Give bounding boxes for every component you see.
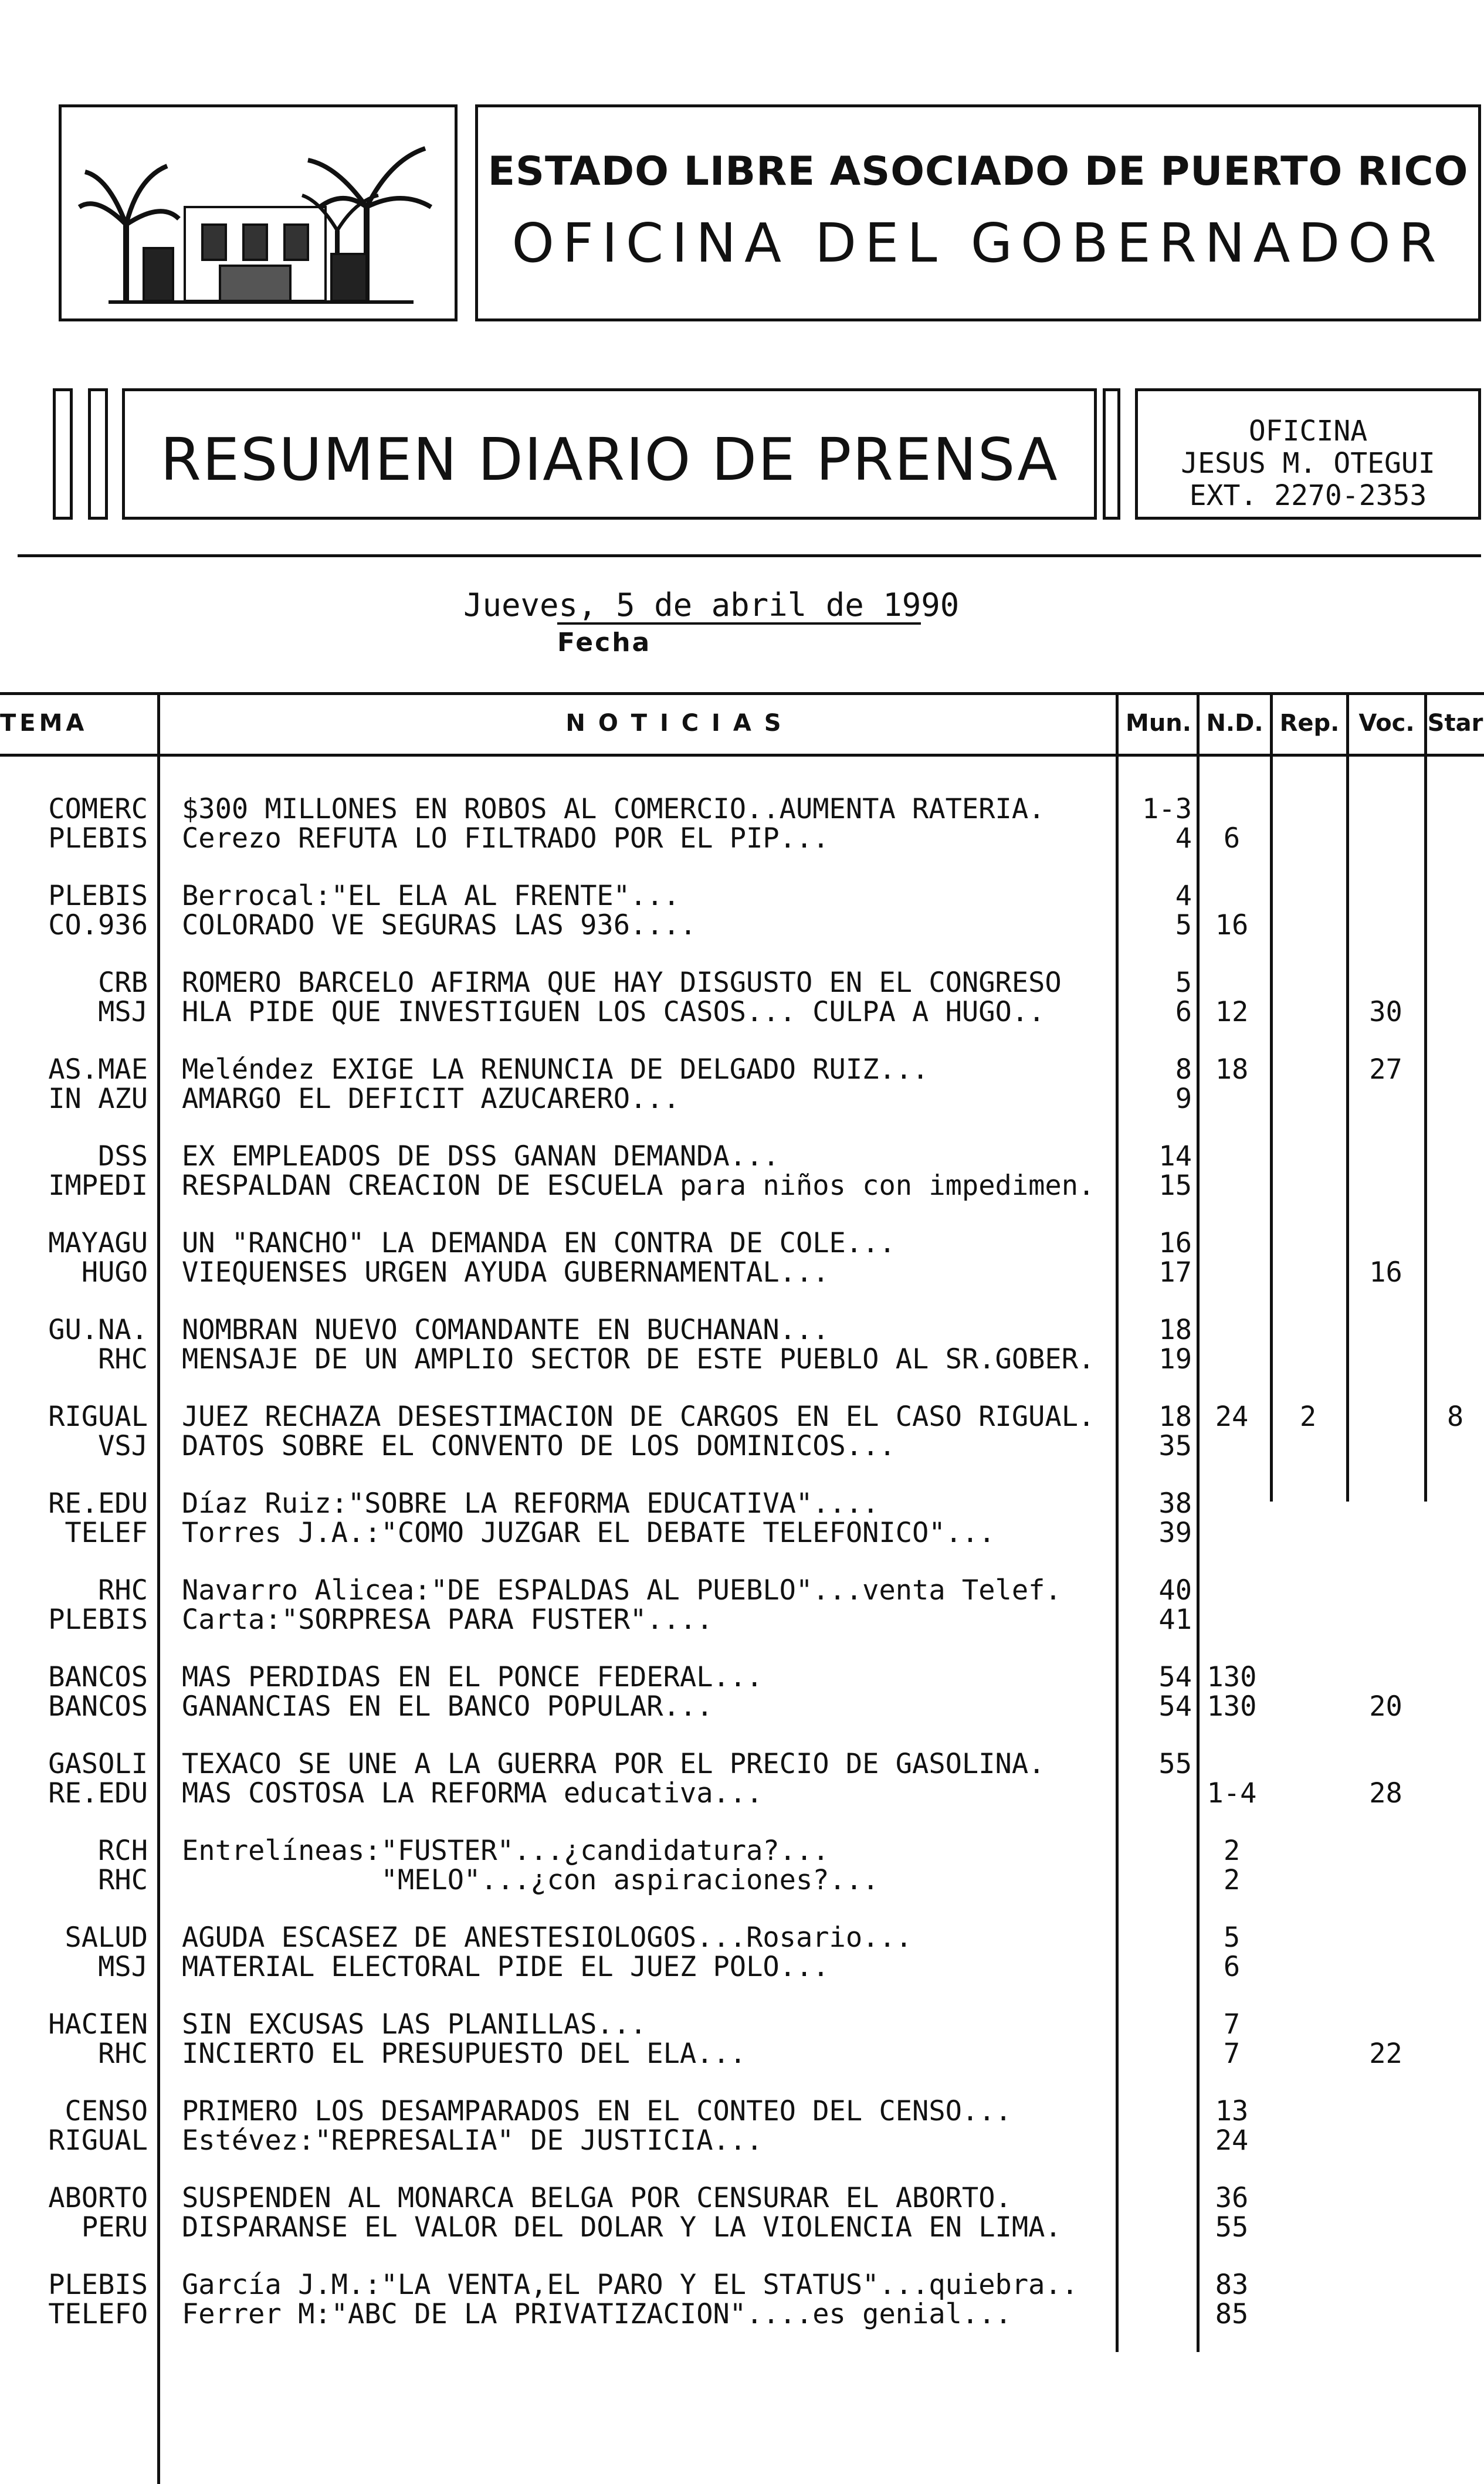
header-nd: N.D.	[1206, 710, 1263, 737]
table-cell-tema: MSJ	[98, 1951, 148, 1983]
date-underline	[557, 622, 921, 625]
table-cell-noticia: DISPARANSE EL VALOR DEL DOLAR Y LA VIOLENCIA EN LIMA.	[182, 2211, 1062, 2244]
table-cell-tema: PLEBIS	[48, 1604, 148, 1636]
table-cell-star	[1427, 1748, 1484, 1781]
table-header-border	[0, 754, 1484, 757]
table-cell-mun	[1114, 1922, 1192, 1954]
table-cell-nd: 6	[1223, 1951, 1241, 1983]
table-cell-noticia: COLORADO VE SEGURAS LAS 936....	[182, 909, 697, 941]
table-cell-voc	[1349, 2211, 1422, 2244]
table-cell-mun	[1114, 2182, 1192, 2215]
table-cell-rep	[1273, 1343, 1343, 1376]
table-cell-voc: 16	[1369, 1256, 1402, 1289]
table-cell-star	[1427, 1690, 1484, 1723]
table-cell-noticia: Carta:"SORPRESA PARA FUSTER"....	[182, 1604, 713, 1636]
table-cell-noticia: Navarro Alicea:"DE ESPALDAS AL PUEBLO"...venta Telef.	[182, 1574, 1062, 1607]
table-cell-voc	[1349, 793, 1422, 826]
table-cell-star	[1427, 2298, 1484, 2331]
table-cell-noticia: PRIMERO LOS DESAMPARADOS EN EL CONTEO DEL CENSO...	[182, 2095, 1012, 2127]
table-cell-noticia: AGUDA ESCASEZ DE ANESTESIOLOGOS...Rosario...	[182, 1922, 913, 1954]
table-cell-nd: 83	[1215, 2269, 1249, 2301]
table-cell-nd: 5	[1223, 1922, 1241, 1954]
table-cell-rep	[1273, 2095, 1343, 2128]
table-cell-star	[1427, 1777, 1484, 1810]
table-cell-mun: 9	[1175, 1083, 1192, 1115]
table-cell-tema: CO.936	[48, 909, 148, 941]
table-cell-noticia: HLA PIDE QUE INVESTIGUEN LOS CASOS... CULPA A HUGO..	[182, 996, 1045, 1028]
table-cell-mun: 15	[1158, 1170, 1192, 1202]
table-cell-star	[1427, 2182, 1484, 2215]
table-cell-voc	[1349, 1517, 1422, 1550]
table-cell-nd: 16	[1215, 909, 1249, 941]
table-cell-voc: 28	[1369, 1777, 1402, 1809]
table-cell-nd: 24	[1215, 1401, 1249, 1433]
table-cell-nd	[1200, 1140, 1264, 1173]
table-cell-voc	[1349, 1227, 1422, 1260]
table-cell-voc	[1349, 909, 1422, 942]
table-cell-star	[1427, 2038, 1484, 2070]
table-cell-noticia: MAS COSTOSA LA REFORMA educativa...	[182, 1777, 763, 1809]
header-mun: Mun.	[1126, 710, 1191, 737]
banner-title: RESUMEN DIARIO DE PRENSA	[160, 425, 1059, 494]
table-cell-star	[1427, 1951, 1484, 1984]
table-cell-mun: 14	[1158, 1140, 1192, 1172]
banner-bar-right	[1103, 388, 1120, 520]
table-cell-voc	[1349, 1140, 1422, 1173]
table-cell-noticia: Estévez:"REPRESALIA" DE JUSTICIA...	[182, 2124, 763, 2157]
table-cell-nd: 2	[1223, 1835, 1241, 1867]
banner-bar-left-outer	[53, 388, 73, 520]
table-cell-noticia: MENSAJE DE UN AMPLIO SECTOR DE ESTE PUEBLO AL SR.GOBER.	[182, 1343, 1095, 1375]
table-cell-tema: ABORTO	[48, 2182, 148, 2214]
table-cell-noticia: VIEQUENSES URGEN AYUDA GUBERNAMENTAL...	[182, 1256, 829, 1289]
table-cell-mun	[1114, 2269, 1192, 2302]
table-cell-tema: DSS	[98, 1140, 148, 1172]
table-cell-rep	[1273, 1140, 1343, 1173]
table-cell-tema: MSJ	[98, 996, 148, 1028]
table-cell-tema: PLEBIS	[48, 880, 148, 912]
header-rep: Rep.	[1279, 710, 1340, 737]
table-cell-tema: TELEFO	[48, 2298, 148, 2330]
table-cell-star	[1427, 880, 1484, 913]
table-cell-noticia: Ferrer M:"ABC DE LA PRIVATIZACION"....es genial...	[182, 2298, 1012, 2330]
table-cell-nd	[1200, 1256, 1264, 1289]
table-cell-noticia: RESPALDAN CREACION DE ESCUELA para niños con impedimen.	[182, 1170, 1095, 1202]
table-cell-voc	[1349, 2008, 1422, 2041]
table-cell-rep	[1273, 1748, 1343, 1781]
date-prefix: Jueves	[463, 587, 578, 623]
table-cell-voc: 27	[1369, 1053, 1402, 1086]
table-cell-noticia: NOMBRAN NUEVO COMANDANTE EN BUCHANAN...	[182, 1314, 829, 1346]
table-cell-rep	[1273, 1574, 1343, 1607]
table-cell-voc	[1349, 1083, 1422, 1116]
table-cell-noticia: AMARGO EL DEFICIT AZUCARERO...	[182, 1083, 680, 1115]
table-cell-voc	[1349, 1922, 1422, 1954]
table-cell-voc: 20	[1369, 1690, 1402, 1723]
table-cell-mun: 38	[1158, 1487, 1192, 1520]
table-cell-voc	[1349, 880, 1422, 913]
table-cell-mun	[1114, 2211, 1192, 2244]
table-cell-noticia: INCIERTO EL PRESUPUESTO DEL ELA...	[182, 2038, 747, 2070]
table-cell-rep	[1273, 1053, 1343, 1086]
table-cell-voc	[1349, 1951, 1422, 1984]
table-cell-tema: IMPEDI	[48, 1170, 148, 1202]
table-cell-nd: 130	[1207, 1690, 1257, 1723]
table-cell-tema: RE.EDU	[48, 1487, 148, 1520]
table-cell-mun	[1114, 2124, 1192, 2157]
table-cell-mun: 18	[1158, 1401, 1192, 1433]
table-cell-rep	[1273, 1777, 1343, 1810]
table-cell-mun: 5	[1175, 909, 1192, 941]
table-cell-tema: SALUD	[65, 1922, 148, 1954]
table-cell-rep	[1273, 1951, 1343, 1984]
table-cell-nd	[1200, 1314, 1264, 1347]
table-cell-mun	[1114, 2095, 1192, 2128]
table-cell-tema: CRB	[98, 967, 148, 999]
table-cell-tema: PLEBIS	[48, 2269, 148, 2301]
table-cell-noticia: MATERIAL ELECTORAL PIDE EL JUEZ POLO...	[182, 1951, 829, 1983]
table-cell-mun: 6	[1175, 996, 1192, 1028]
table-cell-nd: 1-4	[1207, 1777, 1257, 1809]
table-cell-rep	[1273, 2182, 1343, 2215]
table-cell-rep	[1273, 1487, 1343, 1520]
table-cell-tema: PERU	[81, 2211, 148, 2244]
table-cell-star	[1427, 1083, 1484, 1116]
table-cell-nd: 7	[1223, 2008, 1241, 2041]
table-cell-nd: 18	[1215, 1053, 1249, 1086]
table-cell-rep	[1273, 1227, 1343, 1260]
table-cell-rep	[1273, 1864, 1343, 1897]
table-cell-voc	[1349, 2182, 1422, 2215]
table-cell-star	[1427, 909, 1484, 942]
table-cell-noticia: $300 MILLONES EN ROBOS AL COMERCIO..AUMENTA RATERIA.	[182, 793, 1045, 825]
table-cell-mun: 5	[1175, 967, 1192, 999]
table-cell-voc	[1349, 1487, 1422, 1520]
table-cell-noticia: ROMERO BARCELO AFIRMA QUE HAY DISGUSTO EN EL CONGRESO	[182, 967, 1062, 999]
table-cell-star	[1427, 1487, 1484, 1520]
table-cell-voc	[1349, 2298, 1422, 2331]
table-cell-noticia: MAS PERDIDAS EN EL PONCE FEDERAL...	[182, 1661, 763, 1693]
table-cell-mun: 19	[1158, 1343, 1192, 1375]
table-cell-mun: 35	[1158, 1430, 1192, 1462]
table-cell-star	[1427, 967, 1484, 999]
separator-line	[18, 554, 1481, 557]
table-cell-star	[1427, 1430, 1484, 1463]
table-cell-star	[1427, 2095, 1484, 2128]
table-cell-rep	[1273, 1604, 1343, 1636]
table-cell-tema: GASOLI	[48, 1748, 148, 1780]
table-cell-star	[1427, 1661, 1484, 1694]
table-cell-voc	[1349, 2269, 1422, 2302]
table-cell-rep	[1273, 967, 1343, 999]
table-cell-star	[1427, 1343, 1484, 1376]
table-cell-noticia: JUEZ RECHAZA DESESTIMACION DE CARGOS EN EL CASO RIGUAL.	[182, 1401, 1095, 1433]
table-cell-tema: BANCOS	[48, 1661, 148, 1693]
table-cell-tema: RIGUAL	[48, 1401, 148, 1433]
table-cell-nd: 2	[1223, 1864, 1241, 1896]
office-box	[1135, 388, 1481, 520]
table-cell-tema: RHC	[98, 1574, 148, 1607]
table-cell-noticia: GANANCIAS EN EL BANCO POPULAR...	[182, 1690, 713, 1723]
table-cell-nd	[1200, 1170, 1264, 1202]
table-cell-noticia: SIN EXCUSAS LAS PLANILLAS...	[182, 2008, 647, 2041]
table-cell-tema: HACIEN	[48, 2008, 148, 2041]
table-cell-tema: GU.NA.	[48, 1314, 148, 1346]
table-cell-tema: RE.EDU	[48, 1777, 148, 1809]
table-cell-star	[1427, 2008, 1484, 2041]
table-cell-star	[1427, 1574, 1484, 1607]
table-cell-mun: 17	[1158, 1256, 1192, 1289]
table-cell-voc: 30	[1369, 996, 1402, 1028]
table-cell-rep	[1273, 1690, 1343, 1723]
table-cell-noticia: TEXACO SE UNE A LA GUERRA POR EL PRECIO DE GASOLINA.	[182, 1748, 1045, 1780]
table-cell-star	[1427, 1864, 1484, 1897]
table-cell-tema: VSJ	[98, 1430, 148, 1462]
table-cell-noticia: Berrocal:"EL ELA AL FRENTE"...	[182, 880, 680, 912]
table-cell-star	[1427, 1604, 1484, 1636]
table-cell-noticia: Torres J.A.:"COMO JUZGAR EL DEBATE TELEFONICO"...	[182, 1517, 995, 1549]
table-cell-tema: BANCOS	[48, 1690, 148, 1723]
table-cell-nd	[1200, 1227, 1264, 1260]
table-cell-voc	[1349, 1574, 1422, 1607]
office-name: JESUS M. OTEGUI	[1181, 447, 1435, 480]
table-cell-mun: 41	[1158, 1604, 1192, 1636]
table-cell-noticia: DATOS SOBRE EL CONVENTO DE LOS DOMINICOS...	[182, 1430, 896, 1462]
table-cell-nd: 85	[1215, 2298, 1249, 2330]
table-cell-nd	[1200, 1574, 1264, 1607]
table-cell-voc	[1349, 1835, 1422, 1868]
table-cell-star	[1427, 1835, 1484, 1868]
table-cell-rep	[1273, 822, 1343, 855]
table-cell-rep	[1273, 1517, 1343, 1550]
table-cell-voc	[1349, 822, 1422, 855]
table-cell-star	[1427, 1256, 1484, 1289]
table-cell-mun	[1114, 1951, 1192, 1984]
table-cell-star	[1427, 2124, 1484, 2157]
table-cell-noticia: Meléndez EXIGE LA RENUNCIA DE DELGADO RUIZ...	[182, 1053, 929, 1086]
table-cell-rep	[1273, 2008, 1343, 2041]
table-cell-voc	[1349, 1604, 1422, 1636]
table-cell-star	[1427, 793, 1484, 826]
table-cell-nd	[1200, 1604, 1264, 1636]
table-cell-nd	[1200, 1517, 1264, 1550]
table-cell-rep	[1273, 1661, 1343, 1694]
table-cell-nd: 36	[1215, 2182, 1249, 2214]
date-value: , 5 de abril de 1990	[578, 587, 960, 623]
table-cell-nd: 55	[1215, 2211, 1249, 2244]
table-cell-nd: 6	[1223, 822, 1241, 855]
table-cell-voc	[1349, 2124, 1422, 2157]
table-cell-tema: RCH	[98, 1835, 148, 1867]
table-top-border	[0, 692, 1484, 695]
table-cell-mun	[1114, 1777, 1192, 1810]
table-cell-star	[1427, 2211, 1484, 2244]
table-cell-star	[1427, 1922, 1484, 1954]
table-cell-rep	[1273, 2269, 1343, 2302]
header-title-box	[475, 104, 1481, 321]
table-cell-voc	[1349, 1661, 1422, 1694]
banner-bar-left-inner	[88, 388, 108, 520]
table-col-divider-tema	[157, 692, 160, 2484]
table-cell-star	[1427, 996, 1484, 1029]
table-cell-noticia: Díaz Ruiz:"SOBRE LA REFORMA EDUCATIVA"....	[182, 1487, 879, 1520]
table-cell-mun	[1114, 1864, 1192, 1897]
table-cell-tema: AS.MAE	[48, 1053, 148, 1086]
table-cell-nd: 13	[1215, 2095, 1249, 2127]
table-cell-rep	[1273, 2124, 1343, 2157]
table-cell-nd: 12	[1215, 996, 1249, 1028]
table-cell-voc	[1349, 1314, 1422, 1347]
table-cell-rep	[1273, 1170, 1343, 1202]
table-cell-mun	[1114, 2038, 1192, 2070]
date-line	[463, 587, 959, 623]
table-cell-mun	[1114, 1835, 1192, 1868]
table-cell-mun: 8	[1175, 1053, 1192, 1086]
table-cell-voc	[1349, 2095, 1422, 2128]
table-cell-rep	[1273, 1430, 1343, 1463]
logo-box	[59, 104, 458, 321]
header-tema: TEMA	[0, 710, 88, 737]
table-cell-tema: IN AZU	[48, 1083, 148, 1115]
table-cell-rep	[1273, 996, 1343, 1029]
table-cell-nd	[1200, 880, 1264, 913]
table-cell-tema: RHC	[98, 1343, 148, 1375]
table-cell-tema: COMERC	[48, 793, 148, 825]
table-cell-nd	[1200, 967, 1264, 999]
table-cell-mun: 4	[1175, 822, 1192, 855]
table-cell-mun: 54	[1158, 1690, 1192, 1723]
table-cell-tema: CENSO	[65, 2095, 148, 2127]
table-cell-rep	[1273, 2298, 1343, 2331]
table-cell-tema: TELEF	[65, 1517, 148, 1549]
table-cell-star	[1427, 1140, 1484, 1173]
table-cell-mun: 16	[1158, 1227, 1192, 1259]
table-cell-nd	[1200, 793, 1264, 826]
table-cell-rep	[1273, 1256, 1343, 1289]
table-cell-tema: HUGO	[81, 1256, 148, 1289]
table-cell-voc	[1349, 1401, 1422, 1434]
table-cell-star	[1427, 1227, 1484, 1260]
table-cell-noticia: Entrelíneas:"FUSTER"...¿candidatura?...	[182, 1835, 829, 1867]
table-cell-mun: 18	[1158, 1314, 1192, 1346]
table-cell-rep	[1273, 1083, 1343, 1116]
table-cell-star: 8	[1446, 1401, 1464, 1433]
table-cell-noticia: "MELO"...¿con aspiraciones?...	[182, 1864, 879, 1896]
table-cell-rep	[1273, 1922, 1343, 1954]
table-cell-voc: 22	[1369, 2038, 1402, 2070]
table-cell-voc	[1349, 1430, 1422, 1463]
table-cell-nd: 130	[1207, 1661, 1257, 1693]
building-palms-icon	[62, 107, 455, 318]
header-noticias: N O T I C I A S	[565, 710, 784, 737]
office-label: OFICINA	[1248, 415, 1368, 448]
table-cell-tema: RHC	[98, 2038, 148, 2070]
table-cell-noticia: Cerezo REFUTA LO FILTRADO POR EL PIP...	[182, 822, 829, 855]
table-cell-nd	[1200, 1487, 1264, 1520]
table-cell-nd	[1200, 1748, 1264, 1781]
table-cell-mun	[1114, 2298, 1192, 2331]
table-cell-star	[1427, 822, 1484, 855]
table-cell-mun: 54	[1158, 1661, 1192, 1693]
table-cell-nd: 24	[1215, 2124, 1249, 2157]
table-cell-mun	[1114, 2008, 1192, 2041]
table-cell-rep	[1273, 1314, 1343, 1347]
table-cell-rep: 2	[1299, 1401, 1317, 1433]
table-cell-star	[1427, 1314, 1484, 1347]
office-ext: EXT. 2270-2353	[1189, 479, 1427, 512]
table-cell-noticia: García J.M.:"LA VENTA,EL PARO Y EL STATUS"...quiebra..	[182, 2269, 1079, 2301]
table-cell-rep	[1273, 880, 1343, 913]
table-cell-mun: 40	[1158, 1574, 1192, 1607]
header-line1: ESTADO LIBRE ASOCIADO DE PUERTO RICO	[487, 148, 1469, 195]
table-cell-voc	[1349, 1343, 1422, 1376]
date-label: Fecha	[557, 628, 652, 658]
table-cell-noticia: UN "RANCHO" LA DEMANDA EN CONTRA DE COLE...	[182, 1227, 896, 1259]
table-cell-mun: 1-3	[1142, 793, 1192, 825]
header-line2: OFICINA DEL GOBERNADOR	[511, 212, 1445, 275]
table-cell-nd	[1200, 1343, 1264, 1376]
table-cell-rep	[1273, 909, 1343, 942]
table-cell-rep	[1273, 2038, 1343, 2070]
table-cell-mun: 4	[1175, 880, 1192, 912]
table-cell-mun: 39	[1158, 1517, 1192, 1549]
table-cell-nd: 7	[1223, 2038, 1241, 2070]
table-cell-tema: PLEBIS	[48, 822, 148, 855]
table-cell-voc	[1349, 1170, 1422, 1202]
table-cell-noticia: EX EMPLEADOS DE DSS GANAN DEMANDA...	[182, 1140, 780, 1172]
table-cell-star	[1427, 1170, 1484, 1202]
table-cell-voc	[1349, 1748, 1422, 1781]
table-cell-rep	[1273, 2211, 1343, 2244]
table-cell-voc	[1349, 1864, 1422, 1897]
table-cell-tema: RHC	[98, 1864, 148, 1896]
table-cell-nd	[1200, 1083, 1264, 1116]
table-cell-tema: MAYAGU	[48, 1227, 148, 1259]
header-star: Star	[1427, 710, 1483, 737]
table-cell-voc	[1349, 967, 1422, 999]
table-cell-rep	[1273, 793, 1343, 826]
table-cell-noticia: SUSPENDEN AL MONARCA BELGA POR CENSURAR EL ABORTO.	[182, 2182, 1012, 2214]
table-cell-star	[1427, 2269, 1484, 2302]
header-voc: Voc.	[1358, 710, 1415, 737]
table-cell-tema: RIGUAL	[48, 2124, 148, 2157]
table-cell-rep	[1273, 1835, 1343, 1868]
table-cell-star	[1427, 1053, 1484, 1086]
table-cell-nd	[1200, 1430, 1264, 1463]
table-cell-star	[1427, 1517, 1484, 1550]
banner-title-box	[122, 388, 1097, 520]
table-cell-mun: 55	[1158, 1748, 1192, 1780]
